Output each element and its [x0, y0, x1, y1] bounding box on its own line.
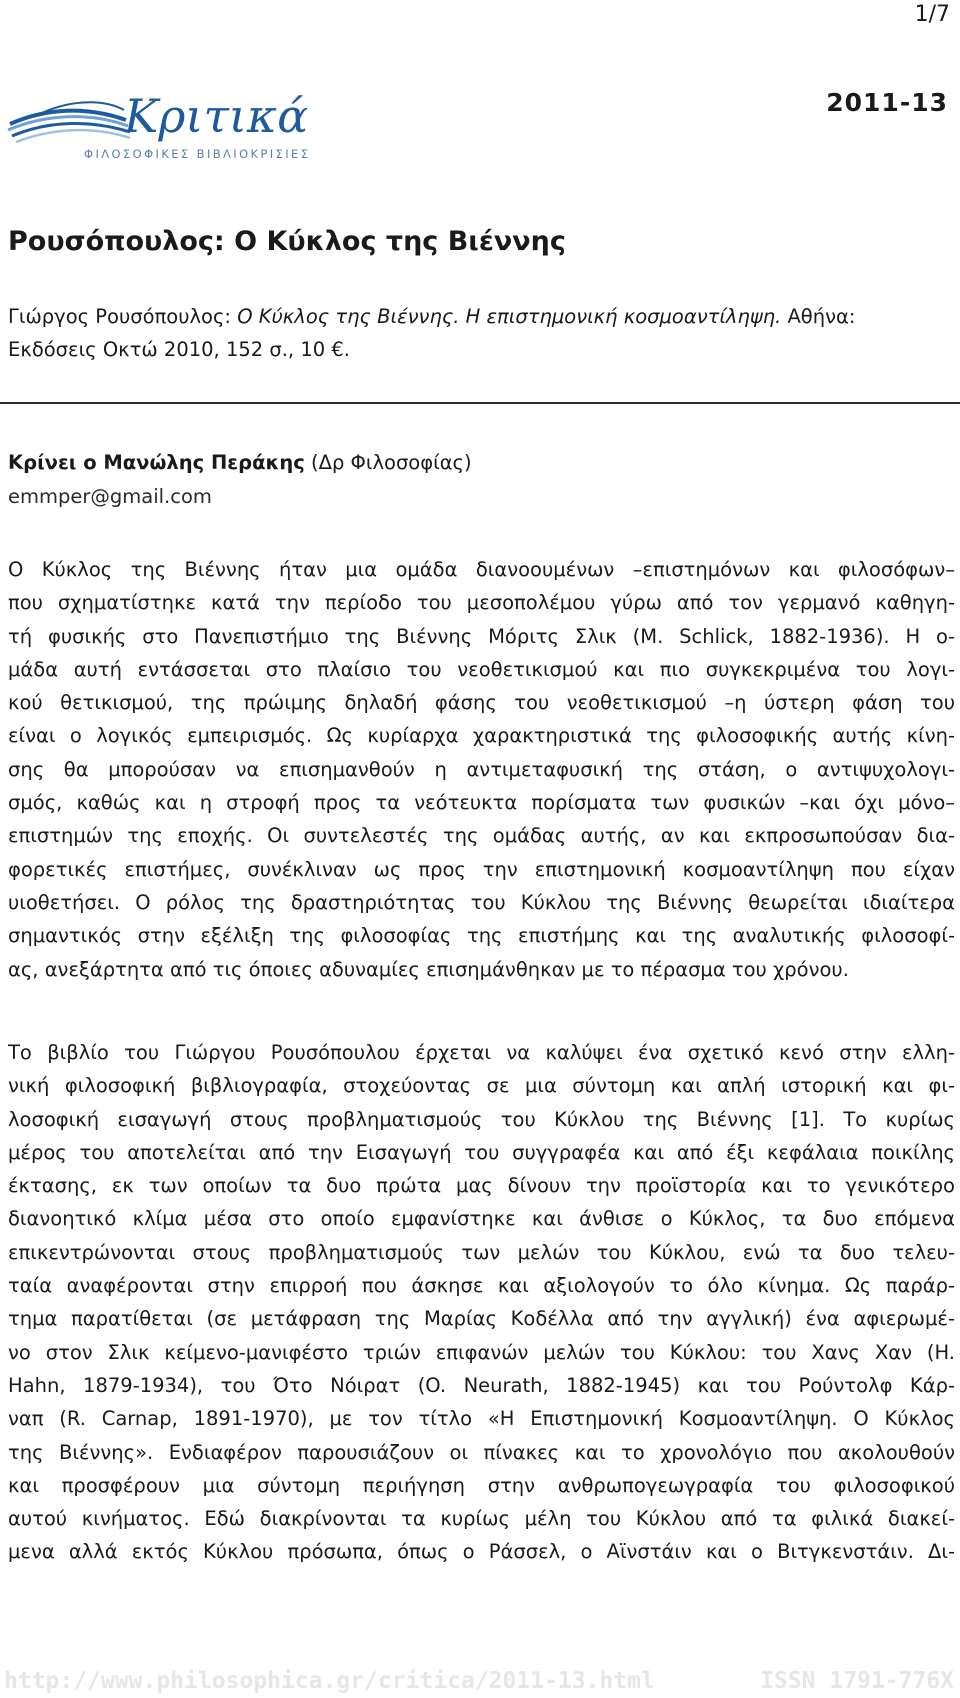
paragraph-line: διανοητικό κλίμα μέσα στο οποίο εμφανίστηκε και άνθισε ο Κύκλος, τα δυο επόμενα: [8, 1207, 955, 1231]
citation-place: Αθήνα:: [781, 305, 856, 328]
paragraph-line: λοσοφική εισαγωγή στους προβληματισμούς του Κύκλου της Βιέννης [1]. Το κυρίως: [8, 1107, 955, 1131]
paragraph-line: και προσφέρουν μια σύντομη περιήγηση στην ανθρωπογεωγραφία του φιλοσοφικού: [8, 1473, 955, 1497]
paragraph-line: νική φιλοσοφική βιβλιογραφία, στοχεύοντας σε μια σύντομη και απλή ιστορική και φι-: [8, 1074, 955, 1098]
reviewer-line: [8, 446, 472, 479]
citation-author: Γιώργος Ρουσόπουλος:: [8, 305, 238, 328]
page-number: 1/7: [914, 2, 950, 27]
reviewer-email[interactable]: emmper@gmail.com: [8, 485, 212, 508]
issue-number: 2011-13: [826, 88, 948, 117]
paragraph-line: που σχηματίστηκε κατά την περίοδο του μεσοπολέμου γύρω από τον γερμανό καθηγη-: [8, 591, 955, 615]
paragraph-line: υιοθετήσει. Ο ρόλος της δραστηριότητας του Κύκλου της Βιέννης θεωρείται ιδιαίτερα: [8, 890, 955, 914]
paragraph-line: φορετικές επιστήμες, συνέκλιναν ως προς την επιστημονική κοσμοαντίληψη που είχαν: [8, 857, 955, 881]
paragraph-line: αυτού κινήματος. Εδώ διακρίνονται τα κυρίως μέλη του Κύκλου από τα φιλικά διακεί-: [8, 1507, 955, 1531]
paragraph-line: ναπ (R. Carnap, 1891-1970), με τον τίτλο «Η Επιστημονική Κοσμοαντίληψη. Ο Κύκλος: [8, 1407, 955, 1431]
logo-wave-icon: [8, 102, 130, 142]
body-paragraph-2: [8, 1036, 955, 1569]
paragraph-line: Hahn, 1879-1934), του Ότο Νόιρατ (O. Neurath, 1882-1945) και του Ρούντολφ Κάρ-: [8, 1373, 955, 1397]
paragraph-line: τή φυσικής στο Πανεπιστήμιο της Βιέννης Μόριτς Σλικ (M. Schlick, 1882-1936). Η ο-: [8, 624, 955, 648]
paragraph-line: μενα αλλά εκτός Κύκλου πρόσωπα, όπως ο Ράσσελ, ο Αϊνστάιν και ο Βιτγκενστάιν. Δι-: [8, 1540, 955, 1564]
logo-tagline: ΦΙΛΟΣΟΦΙΚΕΣ ΒΙΒΛΙΟΚΡΙΣΙΕΣ: [84, 147, 311, 161]
article-title: Ρουσόπουλος: Ο Κύκλος της Βιέννης: [8, 226, 566, 257]
footer-url[interactable]: http://www.philosophica.gr/critica/2011-13.html: [4, 1668, 655, 1694]
paragraph-line: κού θετικισμού, της πρώιμης δηλαδή φάσης του νεοθετικισμού –η ύστερη φάση του: [8, 691, 955, 715]
paragraph-line: νο στον Σλικ κείμενο-μανιφέστο τριών επιφανών μελών του Κύκλου: του Χανς Χαν (H.: [8, 1340, 955, 1364]
logo-wordmark: Κριτικά: [124, 89, 309, 143]
paragraph-line: Ο Κύκλος της Βιέννης ήταν μια ομάδα διανοουμένων –επιστημόνων και φιλοσόφων–: [8, 558, 955, 581]
paragraph-line: σημαντικός στην εξέλιξη της φιλοσοφίας της επιστήμης και της αναλυτικής φιλοσοφί-: [8, 924, 955, 948]
paragraph-line: μέρος του αποτελείται από την Εισαγωγή του συγγραφέα και από έξι κεφάλαια ποικίλης: [8, 1140, 955, 1164]
paragraph-line: της Βιέννης». Ενδιαφέρον παρουσιάζουν οι πίνακες και το χρονολόγιο που ακολουθούν: [8, 1440, 955, 1464]
paragraph-line: σης θα μπορούσαν να επισημανθούν η αντιμεταφυσική της στάση, ο αντιψυχολογι-: [8, 757, 955, 781]
divider: [0, 402, 960, 404]
paragraph-line: ας, ανεξάρτητα από τις όποιες αδυναμίες επισημάνθηκαν με το πέρασμα του χρόνου.: [8, 957, 849, 981]
paragraph-line: τημα παρατίθεται (σε μετάφραση της Μαρίας Κοδέλλα από την αγγλική) ένα αφιερωμέ-: [8, 1307, 955, 1331]
paragraph-line: μάδα αυτή εντάσσεται στο πλαίσιο του νεοθετικισμού και πιο συγκεκριμένα του λογι-: [8, 657, 955, 681]
reviewer-affiliation: (Δρ Φιλοσοφίας): [304, 451, 472, 474]
paragraph-line: επιστημών της εποχής. Οι συντελεστές της ομάδας αυτής, αν και εκπροσωπούσαν δια-: [8, 824, 955, 848]
body-paragraph-1: [8, 553, 955, 986]
citation-publisher: Εκδόσεις Οκτώ 2010, 152 σ., 10 €.: [8, 338, 350, 361]
paragraph-line: έκτασης, εκ των οποίων τα δυο πρώτα μας δίνουν την προϊστορία και το γενικότερο: [8, 1174, 955, 1198]
paragraph-line: επικεντρώνονται στους προβληματισμούς των μελών του Κύκλου, ενώ τα δυο τελευ-: [8, 1240, 955, 1264]
reviewer-name: Κρίνει ο Μανώλης Περάκης: [8, 451, 305, 474]
citation-book-title: Ο Κύκλος της Βιέννης. Η επιστημονική κοσμοαντίληψη.: [237, 305, 782, 328]
paragraph-line: Το βιβλίο του Γιώργου Ρουσόπουλου έρχεται να καλύψει ένα σχετικό κενό στην ελλη-: [8, 1041, 955, 1064]
book-citation: [8, 300, 958, 366]
paragraph-line: είναι ο λογικός εμπειρισμός. Ως κυρίαρχα χαρακτηριστικά της φιλοσοφικής αυτής κίνη-: [8, 724, 955, 748]
paragraph-line: ταία αναφέρονται στην επιρροή που άσκησε και αξιολογούν το όλο κίνημα. Ως παράρ-: [8, 1274, 955, 1298]
footer-issn: ISSN 1791-776X: [760, 1668, 954, 1694]
paragraph-line: σμός, καθώς και η στροφή προς τα νεότευκτα πορίσματα των φυσικών –και όχι μόνο–: [8, 791, 955, 815]
kritika-logo: [6, 80, 334, 162]
